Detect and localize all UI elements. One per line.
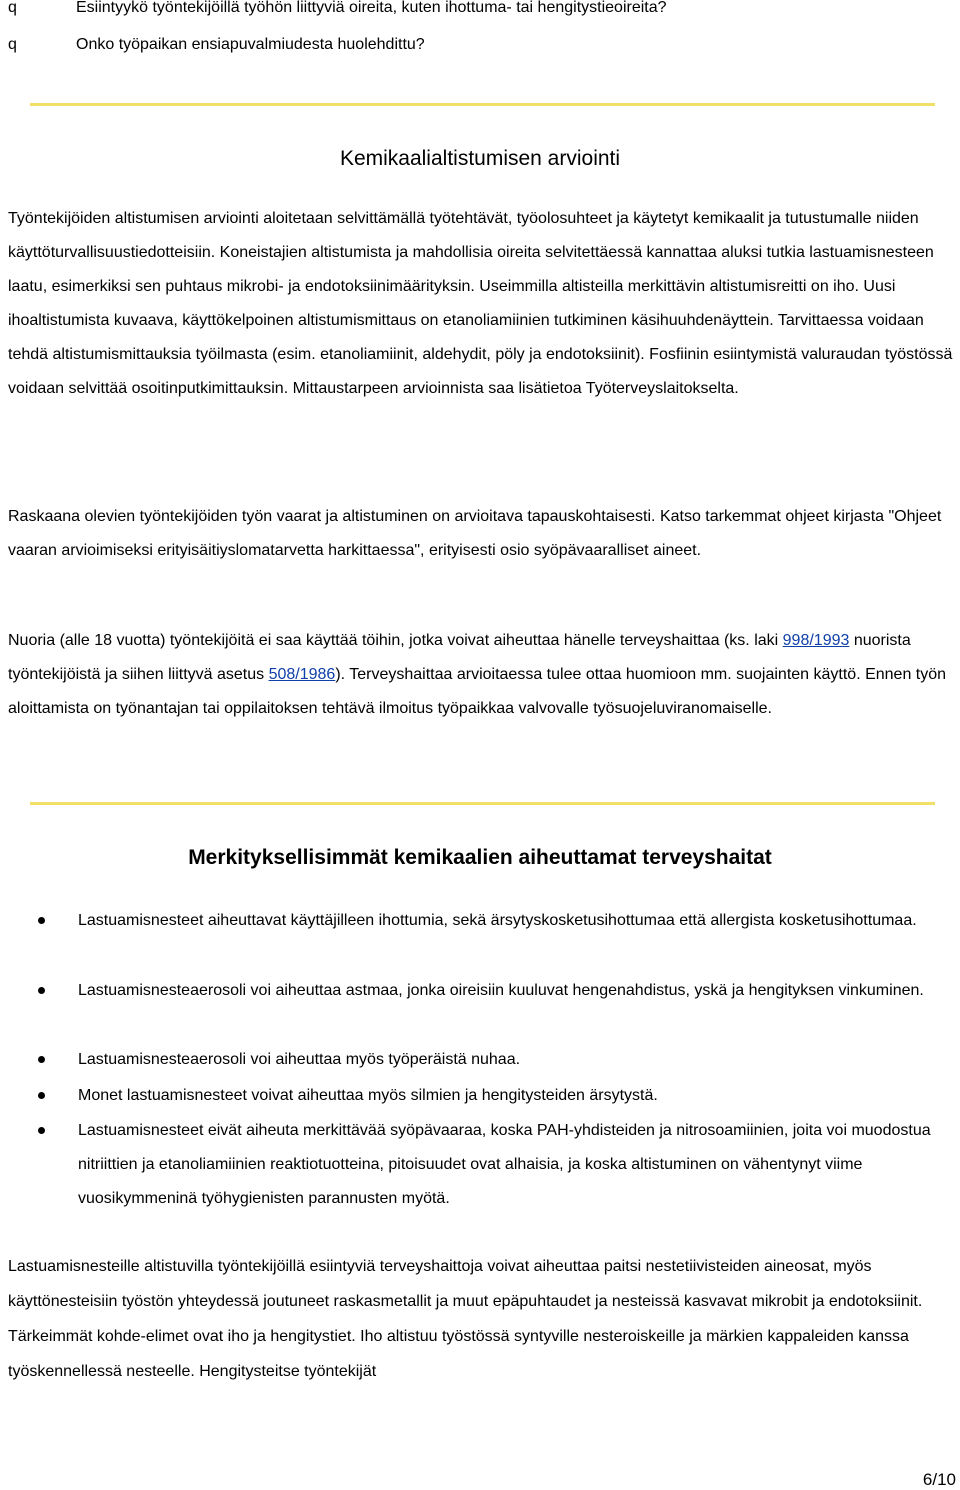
list-item [38,1043,958,1077]
checklist-item [8,34,425,56]
bullet-icon [38,1127,45,1134]
list-item [38,974,958,1008]
checklist-item [8,0,667,19]
paragraph-text: Nuoria (alle 18 vuotta) työntekijöitä ei saa käyttää töihin, jotka voivat aiheuttaa hänelle terveyshaittaa (ks. laki [8,632,783,649]
list-item-text: Lastuamisnesteaerosoli voi aiheuttaa astmaa, jonka oireisiin kuuluvat hengenahdistus, yskä ja hengityksen vinkuminen. [78,982,924,999]
list-item [38,904,958,938]
list-item-text: Monet lastuamisnesteet voivat aiheuttaa myös silmien ja hengitysteiden ärsytystä. [78,1087,658,1104]
bullet-icon [38,1092,45,1099]
paragraph-exposure-assessment: Työntekijöiden altistumisen arviointi aloitetaan selvittämällä työtehtävät, työolosuhteet ja käytetyt kemikaalit ja tutustumalle niiden käyttöturvallisuustiedotteisiin. Koneistajien altistumista ja mahdollisia oireita selvitettäessä kannattaa aluksi tutkia lastuamisnesteen laatu, esimerkiksi sen puhtaus mikrobi- ja endotoksiinimäärityksin. Useimmilla altisteilla merkittävin altistumisreitti on iho. Uusi ihoaltistumista kuvaava, käyttökelpoinen altistumismittaus on etanoliamiinien tutkiminen käsihuuhdenäyttein. Tarvittaessa voidaan tehdä altistumismittauksia työilmasta (esim. etanoliamiinit, aldehydit, pöly ja endotoksiinit). Fosfiinin esiintymistä valuraudan työstössä voidaan selvittää osoitinputkimittauksin. Mittaustarpeen arvioinnista saa lisätietoa Työterveyslaitokselta. [8,210,953,397]
law-link-998-1993[interactable]: 998/1993 [782,632,850,649]
checklist-text: Esiintyykö työntekijöillä työhön liittyviä oireita, kuten ihottuma- tai hengitystieoireita? [76,0,667,16]
section-divider [30,802,935,805]
list-item-text: Lastuamisnesteet eivät aiheuta merkittävää syöpävaaraa, koska PAH-yhdisteiden ja nitrosoamiinien, joita voi muodostua nitriittien ja etanoliamiinien reaktiotuotteina, pitoisuudet ovat alhaisia, ja koska altistuminen on vähentynyt viime vuosikymmeninä työhygienisten parannusten myötä. [78,1122,931,1207]
section-title-exposure: Kemikaalialtistumisen arviointi [339,147,621,170]
section-title-health-hazards: Merkityksellisimmät kemikaalien aiheuttamat terveyshaitat [188,846,772,869]
list-item-text: Lastuamisnesteaerosoli voi aiheuttaa myös työperäistä nuhaa. [78,1051,521,1068]
page-number: 6/10 [922,1470,956,1489]
bullet-icon [38,987,45,994]
paragraph-young-workers [8,624,956,726]
list-item [38,1079,958,1113]
list-item [38,1114,958,1216]
paragraph-text: nuorista työntekijöistä ja siihen liittyvä asetus [8,632,911,683]
checklist-text: Onko työpaikan ensiapuvalmiudesta huolehdittu? [76,36,425,53]
paragraph-text: ). Terveyshaittaa arvioitaessa tulee ottaa huomioon mm. suojainten käyttö. Ennen työn aloittamista on työnantajan tai oppilaitoksen tehtävä ilmoitus työpaikkaa valvovalle työsuojeluviranomaiselle. [8,666,947,717]
section-divider [30,103,935,106]
bullet-icon [38,917,45,924]
list-item-text: Lastuamisnesteet aiheuttavat käyttäjilleen ihottumia, sekä ärsytyskosketusihottumaa että allergista kosketusihottumaa. [78,912,917,929]
checklist-marker: q [8,36,17,53]
bullet-icon [38,1056,45,1063]
checklist-marker: q [8,0,17,16]
paragraph-pregnant-workers: Raskaana olevien työntekijöiden työn vaarat ja altistuminen on arvioitava tapauskohtaisesti. Katso tarkemmat ohjeet kirjasta "Ohjeet vaaran arvioimiseksi erityisäitiyslomatarvetta harkittaessa", erityisesti osio syöpävaaralliset aineet. [8,508,942,559]
decree-link-508-1986[interactable]: 508/1986 [268,666,336,683]
paragraph-exposure-hazards: Lastuamisnesteille altistuvilla työntekijöillä esiintyviä terveyshaittoja voivat aiheuttaa paitsi nestetiivisteiden aineosat, myös käyttönesteisiin työstön yhteydessä joutuneet raskasmetallit ja muut epäpuhtaudet ja nesteissä kasvavat mikrobit ja endotoksiinit. Tärkeimmät kohde-elimet ovat iho ja hengitystiet. Iho altistuu työstössä syntyville nesteroiskeille ja märkien kappaleiden kanssa työskennellessä nesteelle. Hengitysteitse työntekijät [8,1258,923,1380]
